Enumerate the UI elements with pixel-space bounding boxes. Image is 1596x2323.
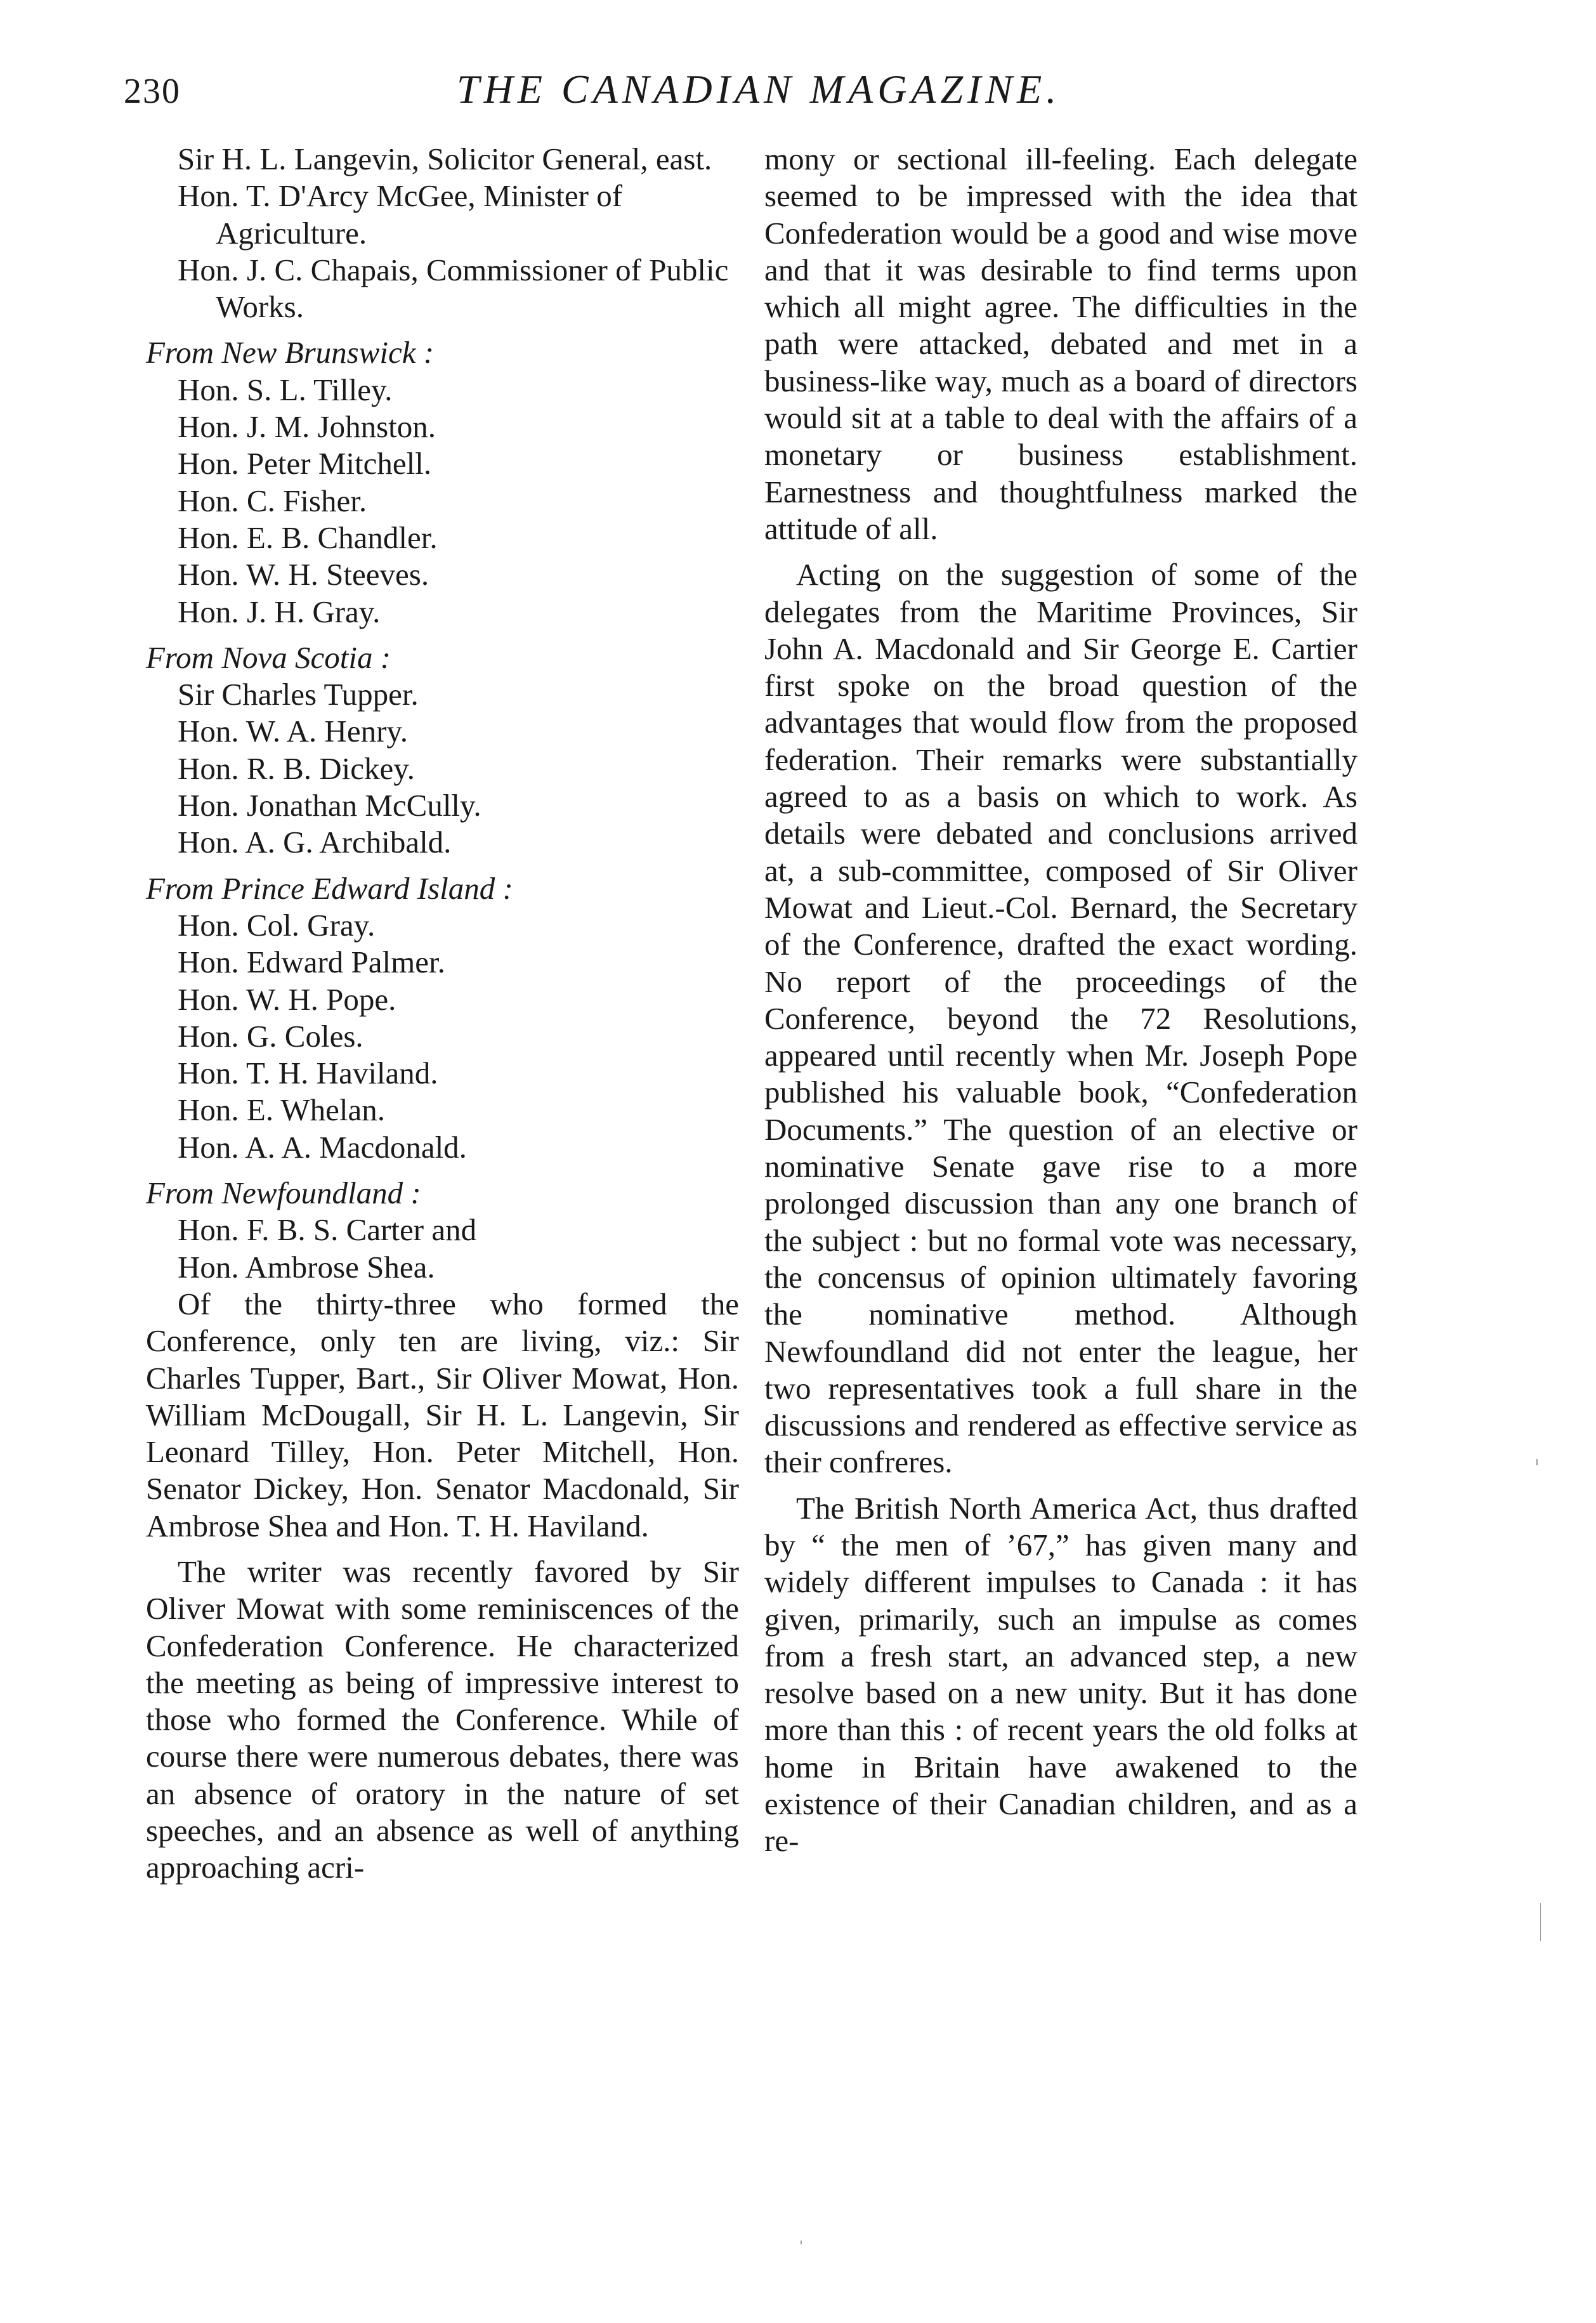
delegate-entry: Hon. G. Coles. (178, 1018, 363, 1054)
right-column (764, 141, 1357, 1860)
body-paragraph: The writer was recently favored by Sir Oliver Mowat with some reminiscences of the Confederation Conference. He characterized the meeting as being of impressive interest to those who formed the Conference. While of course there were numerous debates, there was an absence of oratory in the nature of set speeches, and an absence as well of anything approaching acri- (146, 1554, 739, 1885)
delegate-entry: Hon. J. C. Chapais, Commissioner of Public Works. (178, 252, 729, 325)
delegate-entry: Hon. W. H. Steeves. (178, 557, 429, 592)
scan-speck (1540, 1903, 1541, 1941)
delegate-entry: Hon. E. B. Chandler. (178, 520, 438, 555)
delegate-entry: Hon. A. G. Archibald. (178, 825, 452, 860)
delegate-entry: Hon. W. H. Pope. (178, 981, 396, 1017)
delegate-entry: Sir Charles Tupper. (178, 677, 419, 712)
scan-speck (1536, 1459, 1538, 1465)
running-title: THE CANADIAN MAGAZINE. (457, 67, 1061, 112)
delegate-entry: Hon. S. L. Tilley. (178, 372, 393, 407)
delegate-entry: Hon. W. A. Henry. (178, 714, 408, 749)
delegate-entry: Hon. J. H. Gray. (178, 594, 381, 629)
delegate-entry: Hon. T. H. Haviland. (178, 1056, 438, 1091)
delegate-entry: Hon. Edward Palmer. (178, 945, 445, 980)
delegate-entry: Hon. Jonathan McCully. (178, 788, 481, 823)
delegate-entry: Hon. T. D'Arcy McGee, Minister of Agriculture. (178, 178, 623, 251)
delegate-entry: Hon. J. M. Johnston. (178, 409, 436, 445)
delegate-entry: Hon. Peter Mitchell. (178, 446, 432, 481)
delegate-entry: Hon. C. Fisher. (178, 483, 367, 518)
scan-speck (801, 2241, 802, 2244)
left-column (146, 141, 739, 1887)
page-number: 230 (124, 72, 181, 111)
delegate-entry: Hon. A. A. Macdonald. (178, 1129, 467, 1165)
body-paragraph: Acting on the suggestion of some of the delegates from the Maritime Provinces, Sir John A. Macdonald and Sir George E. Cartier first spoke on the broad question of the advantages that would flow from the proposed federation. Their remarks were substantially agreed to as a basis on which to work. As details were debated and conclusions arrived at, a sub-committee, composed of Sir Oliver Mowat and Lieut.-Col. Bernard, the Secretary of the Conference, drafted the exact wording. No report of the proceedings of the Conference, beyond the 72 Resolutions, appeared until recently when Mr. Joseph Pope published his valuable book, “Confederation Documents.” The question of an elective or nominative Senate gave rise to a more prolonged discussion than any one branch of the subject : but no formal vote was necessary, the concensus of opinion ultimately favoring the nominative method. Although Newfoundland did not enter the league, her two representatives took a full share in the discussions and rendered as effective service as their confreres. (764, 557, 1357, 1480)
province-heading-nova-scotia: From Nova Scotia : (146, 639, 391, 675)
body-paragraph: Of the thirty-three who formed the Conference, only ten are living, viz.: Sir Charles Tupper, Bart., Sir Oliver Mowat, Hon. William McDougall, Sir H. L. Langevin, Sir Leonard Tilley, Hon. Peter Mitchell, Hon. Senator Dickey, Hon. Senator Macdonald, Sir Ambrose Shea and Hon. T. H. Haviland. (146, 1286, 739, 1543)
province-heading-new-brunswick: From New Brunswick : (146, 335, 435, 370)
province-heading-prince-edward-island: From Prince Edward Island : (146, 870, 513, 906)
delegate-entry: Hon. F. B. S. Carter and (178, 1212, 477, 1248)
delegate-entry: Hon. Col. Gray. (178, 907, 376, 943)
delegate-entry: Sir H. L. Langevin, Solicitor General, east. (178, 141, 712, 176)
province-heading-newfoundland: From Newfoundland : (146, 1175, 421, 1211)
delegate-entry: Hon. Ambrose Shea. (178, 1249, 435, 1285)
body-paragraph: mony or sectional ill-feeling. Each delegate seemed to be impressed with the idea that Confederation would be a good and wise move and that it was desirable to find terms upon which all might agree. The difficulties in the path were attacked, debated and met in a business-like way, much as a board of directors would sit at a table to deal with the affairs of a monetary or business establishment. Earnestness and thoughtfulness marked the attitude of all. (764, 141, 1357, 546)
body-paragraph: The British North America Act, thus drafted by “ the men of ’67,” has given many and widely different impulses to Canada : it has given, primarily, such an impulse as comes from a fresh start, an advanced step, a new resolve based on a new unity. But it has done more than this : of recent years the old folks at home in Britain have awakened to the existence of their Canadian children, and as a re- (764, 1490, 1357, 1859)
delegate-entry: Hon. R. B. Dickey. (178, 750, 415, 786)
delegate-entry: Hon. E. Whelan. (178, 1092, 386, 1128)
